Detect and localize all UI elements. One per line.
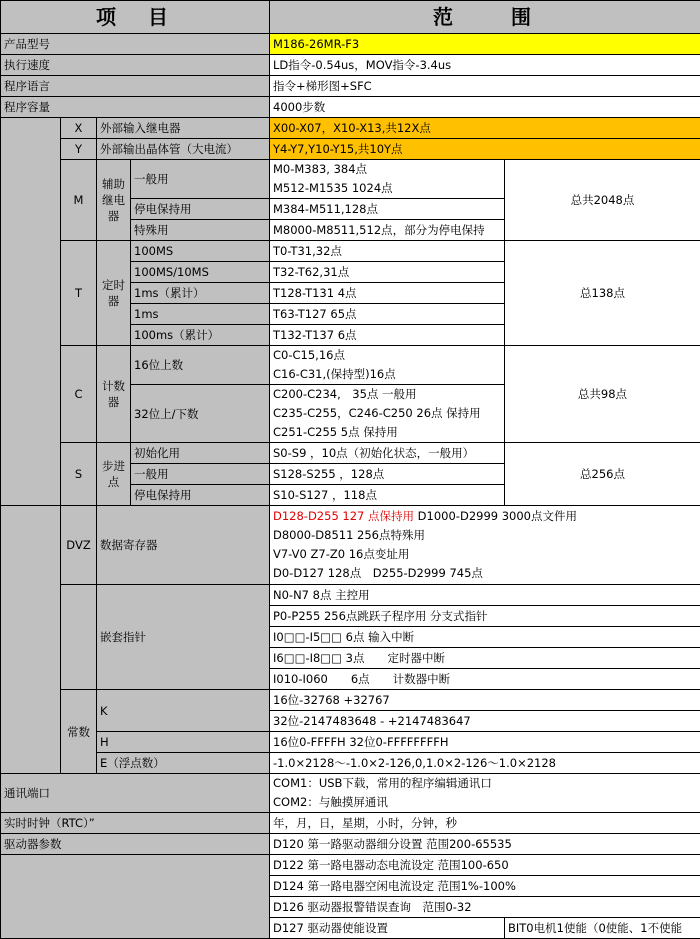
- c-code: C: [61, 346, 97, 443]
- pointer-code-cell: [61, 585, 97, 690]
- driver-item-1: D122 第一路电器动态电流设定 范围100-650: [270, 855, 700, 876]
- d-line3: V7-V0 Z7-Z0 16点变址用: [273, 545, 697, 564]
- m-latch-value: M384-M511,128点: [270, 199, 505, 220]
- m-special-label: 特殊用: [131, 220, 270, 241]
- d-code: DVZ: [61, 506, 97, 585]
- row-driver-0: [1, 834, 700, 855]
- y-value: Y4-Y7,Y10-Y15,共10Y点: [270, 139, 700, 160]
- row-x: [1, 118, 700, 139]
- const-e-value: -1.0×2128～-1.0×2-126,0,1.0×2-126～1.0×2128: [270, 753, 700, 774]
- t-code: T: [61, 241, 97, 346]
- driver-item-4: D127 驱动器使能设置: [270, 918, 505, 939]
- t-label-4: 100ms（累计）: [131, 325, 270, 346]
- c-updown-line2: C235-C255，C246-C250 26点 保持用: [273, 404, 501, 423]
- x-label: 外部输入继电器: [97, 118, 270, 139]
- m-total: 总共2048点: [505, 160, 700, 241]
- row-s-0: [1, 443, 700, 464]
- const-e-code: E（浮点数）: [97, 753, 270, 774]
- m-general-line2: M512-M1535 1024点: [273, 179, 501, 198]
- row-capacity: [1, 97, 700, 118]
- c-updown-line1: C200-C234, 35点 一般用: [273, 385, 501, 404]
- data-group-cell: [1, 506, 61, 774]
- s-value-1: S128-S255 ，128点: [270, 464, 505, 485]
- driver-item-3: D126 驱动器报警错误查询 范围0-32: [270, 897, 700, 918]
- pointer-item-3: I6□□-I8□□ 3点 定时器中断: [270, 648, 700, 669]
- c-total: 总共98点: [505, 346, 700, 443]
- c-up-line2: C16-C31,(保持型)16点: [273, 365, 501, 384]
- c-up-label: 16位上数: [131, 346, 270, 385]
- s-group: 步进点: [97, 443, 131, 506]
- language-label: 程序语言: [1, 76, 270, 97]
- d-line1-red: D128-D255 127 点保持用: [273, 509, 414, 523]
- comm-line1: COM1：USB下载，常用的程序编辑通讯口: [273, 774, 697, 793]
- s-value-2: S10-S127 ，118点: [270, 485, 505, 506]
- c-updown-line3: C251-C255 5点 保持用: [273, 423, 501, 442]
- row-t-0: [1, 241, 700, 262]
- row-const-k1: [1, 690, 700, 711]
- row-d: [1, 506, 700, 585]
- const-k-line2: 32位-2147483648 - +2147483647: [270, 711, 700, 732]
- header-row: [1, 1, 700, 34]
- y-label: 外部输出晶体管（大电流）: [97, 139, 270, 160]
- row-pointer-0: [1, 585, 700, 606]
- s-label-0: 初始化用: [131, 443, 270, 464]
- d-line1: [273, 507, 697, 526]
- s-total: 总256点: [505, 443, 700, 506]
- s-value-0: S0-S9 ，10点（初始化状态，一般用）: [270, 443, 505, 464]
- d-line4: D0-D127 128点 D255-D2999 745点: [273, 564, 697, 583]
- m-code: M: [61, 160, 97, 241]
- t-value-0: T0-T31,32点: [270, 241, 505, 262]
- const-k-code: K: [97, 690, 270, 732]
- capacity-value: 4000步数: [270, 97, 700, 118]
- m-group: 辅助继电器: [97, 160, 131, 241]
- s-label-2: 停电保持用: [131, 485, 270, 506]
- driver-group-cell: [1, 855, 270, 939]
- t-label-1: 100MS/10MS: [131, 262, 270, 283]
- header-item: 项 目: [1, 1, 270, 34]
- driver-item-0: D120 第一路驱动器细分设置 范围200-65535: [270, 834, 700, 855]
- row-y: [1, 139, 700, 160]
- header-range: 范 围: [270, 1, 700, 34]
- row-driver-1: [1, 855, 700, 876]
- row-const-h: [1, 732, 700, 753]
- x-value: X00-X07，X10-X13,共12X点: [270, 118, 700, 139]
- row-comm: [1, 774, 700, 813]
- const-h-code: H: [97, 732, 270, 753]
- c-updown-value: [270, 385, 505, 443]
- d-line2: D8000-D8511 256点特殊用: [273, 526, 697, 545]
- driver-label: 驱动器参数: [1, 834, 270, 855]
- language-value: 指令+梯形图+SFC: [270, 76, 700, 97]
- capacity-label: 程序容量: [1, 97, 270, 118]
- pointer-item-4: I010-I060 6点 计数器中断: [270, 669, 700, 690]
- row-model: [1, 34, 700, 55]
- row-const-e: [1, 753, 700, 774]
- comm-value: [270, 774, 700, 813]
- m-latch-label: 停电保持用: [131, 199, 270, 220]
- t-value-4: T132-T137 6点: [270, 325, 505, 346]
- rtc-label: 实时时钟（RTC）”: [1, 813, 270, 834]
- row-language: [1, 76, 700, 97]
- t-label-2: 1ms（累计）: [131, 283, 270, 304]
- t-value-2: T128-T131 4点: [270, 283, 505, 304]
- row-rtc: [1, 813, 700, 834]
- driver-note: BIT0电机1使能（0使能、1不使能: [505, 918, 700, 939]
- driver-item-2: D124 第一路电器空闲电流设定 范围1%-100%: [270, 876, 700, 897]
- model-value: M186-26MR-F3: [270, 34, 700, 55]
- m-special-value: M8000-M8511,512点，部分为停电保持: [270, 220, 505, 241]
- m-general-value: [270, 160, 505, 199]
- m-general-line1: M0-M383, 384点: [273, 160, 501, 179]
- c-up-line1: C0-C15,16点: [273, 346, 501, 365]
- const-h-value: 16位0-FFFFH 32位0-FFFFFFFFH: [270, 732, 700, 753]
- s-label-1: 一般用: [131, 464, 270, 485]
- speed-value: LD指令-0.54us，MOV指令-3.4us: [270, 55, 700, 76]
- rtc-value: 年，月，日，星期，小时，分钟，秒: [270, 813, 700, 834]
- row-m-general: [1, 160, 700, 199]
- pointer-item-2: I0□□-I5□□ 6点 输入中断: [270, 627, 700, 648]
- model-label: 产品型号: [1, 34, 270, 55]
- device-group-cell: [1, 118, 61, 506]
- t-label-0: 100MS: [131, 241, 270, 262]
- c-up-value: [270, 346, 505, 385]
- pointer-item-0: N0-N7 8点 主控用: [270, 585, 700, 606]
- const-k-line1: 16位-32768 +32767: [270, 690, 700, 711]
- c-updown-label: 32位上/下数: [131, 385, 270, 443]
- speed-label: 执行速度: [1, 55, 270, 76]
- comm-label: 通讯端口: [1, 774, 270, 813]
- pointer-item-1: P0-P255 256点跳跃子程序用 分支式指针: [270, 606, 700, 627]
- row-c-up: [1, 346, 700, 385]
- d-value: [270, 506, 700, 585]
- m-general-label: 一般用: [131, 160, 270, 199]
- y-code: Y: [61, 139, 97, 160]
- t-group: 定时器: [97, 241, 131, 346]
- const-label: 常数: [61, 690, 97, 774]
- t-value-1: T32-T62,31点: [270, 262, 505, 283]
- c-group: 计数器: [97, 346, 131, 443]
- t-total: 总138点: [505, 241, 700, 346]
- pointer-label: 嵌套指针: [97, 585, 270, 690]
- row-speed: [1, 55, 700, 76]
- t-value-3: T63-T127 65点: [270, 304, 505, 325]
- d-line1-rest: D1000-D2999 3000点文件用: [414, 509, 577, 523]
- s-code: S: [61, 443, 97, 506]
- x-code: X: [61, 118, 97, 139]
- t-label-3: 1ms: [131, 304, 270, 325]
- d-label: 数据寄存器: [97, 506, 270, 585]
- comm-line2: COM2：与触摸屏通讯: [273, 793, 697, 812]
